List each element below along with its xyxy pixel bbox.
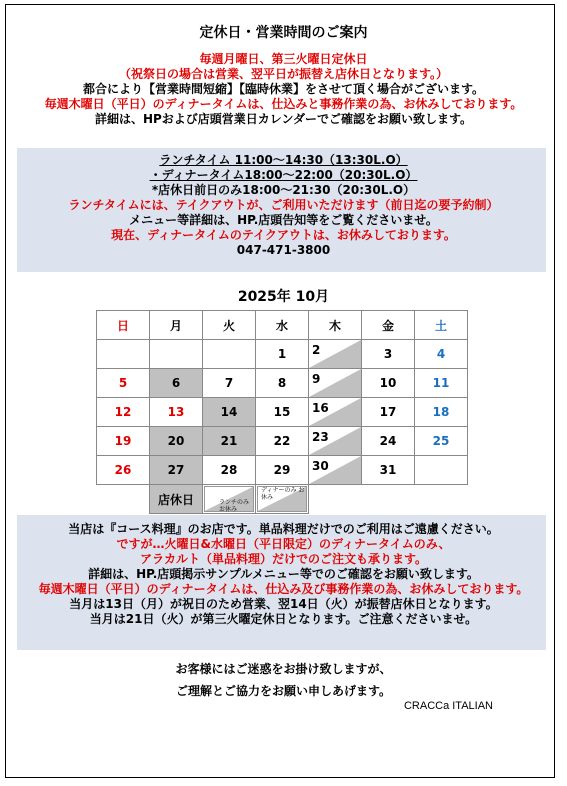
notice-line: 詳細は、HP.店頭掲示サンプルメニュー等でのご確認をお願い致します。 bbox=[88, 567, 479, 581]
weekday-header: 月 bbox=[150, 311, 203, 340]
legend-empty bbox=[415, 485, 468, 514]
header-line: 都合により【営業時間短縮】【臨時休業】をさせて頂く場合がございます。 bbox=[82, 82, 485, 96]
notice-line: 当月は21日（火）が第三火曜定休日となります。ご注意くださいませ。 bbox=[89, 612, 478, 626]
calendar-day: 18 bbox=[415, 398, 468, 427]
holiday-eve-hours: *店休日前日のみ18:00～21:30（20:30L.O） bbox=[151, 183, 416, 197]
calendar-day: 31 bbox=[362, 456, 415, 485]
calendar-day bbox=[309, 369, 362, 398]
weekday-header: 火 bbox=[203, 311, 256, 340]
calendar-day bbox=[309, 340, 362, 369]
weekday-header: 木 bbox=[309, 311, 362, 340]
day-number: 9 bbox=[312, 372, 321, 386]
notice-line: 当月は13日（月）が祝日のため営業、翌14日（火）が振替店休日となります。 bbox=[69, 597, 498, 611]
day-number: 30 bbox=[312, 459, 329, 473]
calendar-day: 26 bbox=[97, 456, 150, 485]
calendar-day: 20 bbox=[150, 427, 203, 456]
calendar-day: 5 bbox=[97, 369, 150, 398]
header-line: 毎週月曜日、第三火曜日定休日 bbox=[199, 52, 368, 66]
legend-lunch-label: ランチのみ お休み bbox=[204, 486, 254, 512]
legend-empty bbox=[362, 485, 415, 514]
calendar-day: 12 bbox=[97, 398, 150, 427]
calendar-day: 28 bbox=[203, 456, 256, 485]
calendar-day: 6 bbox=[150, 369, 203, 398]
calendar-day bbox=[309, 398, 362, 427]
day-number: 16 bbox=[312, 401, 329, 415]
weekday-header: 水 bbox=[256, 311, 309, 340]
phone-number: 047-471-3800 bbox=[236, 243, 331, 257]
legend-closed: 店休日 bbox=[150, 485, 203, 514]
calendar-day bbox=[97, 340, 150, 369]
calendar-day bbox=[309, 427, 362, 456]
calendar-day: 15 bbox=[256, 398, 309, 427]
closing-line-1: お客様にはご迷惑をお掛け致しますが、 bbox=[175, 662, 392, 676]
calendar-table bbox=[96, 310, 468, 514]
weekday-header: 日 bbox=[97, 311, 150, 340]
notice-content bbox=[0, 522, 567, 627]
calendar-day bbox=[415, 456, 468, 485]
notice-line: 当店は『コース料理』のお店です。単品料理だけでのご利用はご遠慮ください。 bbox=[68, 522, 499, 536]
calendar-day: 24 bbox=[362, 427, 415, 456]
page-title: 定休日・営業時間のご案内 bbox=[199, 25, 368, 41]
dinner-takeout-note: 現在、ディナータイムのテイクアウトは、お休みしております。 bbox=[111, 228, 456, 242]
legend-empty bbox=[97, 485, 150, 514]
closing-line-2: ご理解とご協力をお願い申しあげます。 bbox=[175, 684, 392, 698]
calendar-day: 17 bbox=[362, 398, 415, 427]
legend-dinner-only bbox=[256, 485, 309, 514]
hours-content bbox=[0, 153, 567, 258]
calendar-day: 8 bbox=[256, 369, 309, 398]
calendar-title: 2025年 10月 bbox=[237, 289, 330, 305]
calendar-day: 25 bbox=[415, 427, 468, 456]
notice-line: 毎週木曜日（平日）のディナータイムは、仕込み及び事務作業の為、お休みしております。 bbox=[38, 582, 529, 596]
calendar-day: 13 bbox=[150, 398, 203, 427]
legend-empty bbox=[309, 485, 362, 514]
calendar-day bbox=[309, 456, 362, 485]
header-line: 毎週木曜日（平日）のディナータイムは、仕込みと事務作業の為、お休みしております。 bbox=[44, 97, 523, 111]
day-number: 2 bbox=[312, 343, 321, 357]
calendar-day: 22 bbox=[256, 427, 309, 456]
calendar-day: 21 bbox=[203, 427, 256, 456]
header-line: （祝祭日の場合は営業、翌平日が振替え店休日となります。） bbox=[118, 67, 449, 81]
lunch-hours: ランチタイム 11:00～14:30（13:30L.O） bbox=[159, 153, 408, 167]
legend-lunch-only bbox=[203, 485, 256, 514]
day-number: 23 bbox=[312, 430, 329, 444]
header-notice bbox=[0, 52, 567, 127]
calendar-day: 14 bbox=[203, 398, 256, 427]
calendar-day: 11 bbox=[415, 369, 468, 398]
calendar-day: 1 bbox=[256, 340, 309, 369]
legend-dinner-label: ディナーのみ お休み bbox=[257, 486, 307, 512]
menu-note: メニュー等詳細は、HP.店頭告知等をご覧くださいませ。 bbox=[129, 213, 438, 227]
calendar-day: 3 bbox=[362, 340, 415, 369]
calendar-day: 29 bbox=[256, 456, 309, 485]
signature: CRACCa ITALIAN bbox=[403, 700, 494, 712]
calendar-day bbox=[150, 340, 203, 369]
dinner-hours: ・ディナータイム18:00～22:00（20:30L.O） bbox=[149, 168, 418, 182]
calendar-day bbox=[203, 340, 256, 369]
calendar-day: 7 bbox=[203, 369, 256, 398]
calendar-day: 10 bbox=[362, 369, 415, 398]
calendar-day: 27 bbox=[150, 456, 203, 485]
calendar-day: 19 bbox=[97, 427, 150, 456]
takeout-note: ランチタイムには、テイクアウトが、ご利用いただけます（前日迄の要予約制） bbox=[68, 198, 499, 212]
header-line: 詳細は、HPおよび店頭営業日カレンダーでご確認をお願い致します。 bbox=[94, 112, 473, 126]
notice-line: アラカルト（単品料理）だけでのご注文も承ります。 bbox=[139, 552, 428, 566]
weekday-header: 金 bbox=[362, 311, 415, 340]
calendar-day: 4 bbox=[415, 340, 468, 369]
notice-line: ですが…火曜日&水曜日（平日限定）のディナータイムのみ、 bbox=[116, 537, 451, 551]
weekday-header: 土 bbox=[415, 311, 468, 340]
